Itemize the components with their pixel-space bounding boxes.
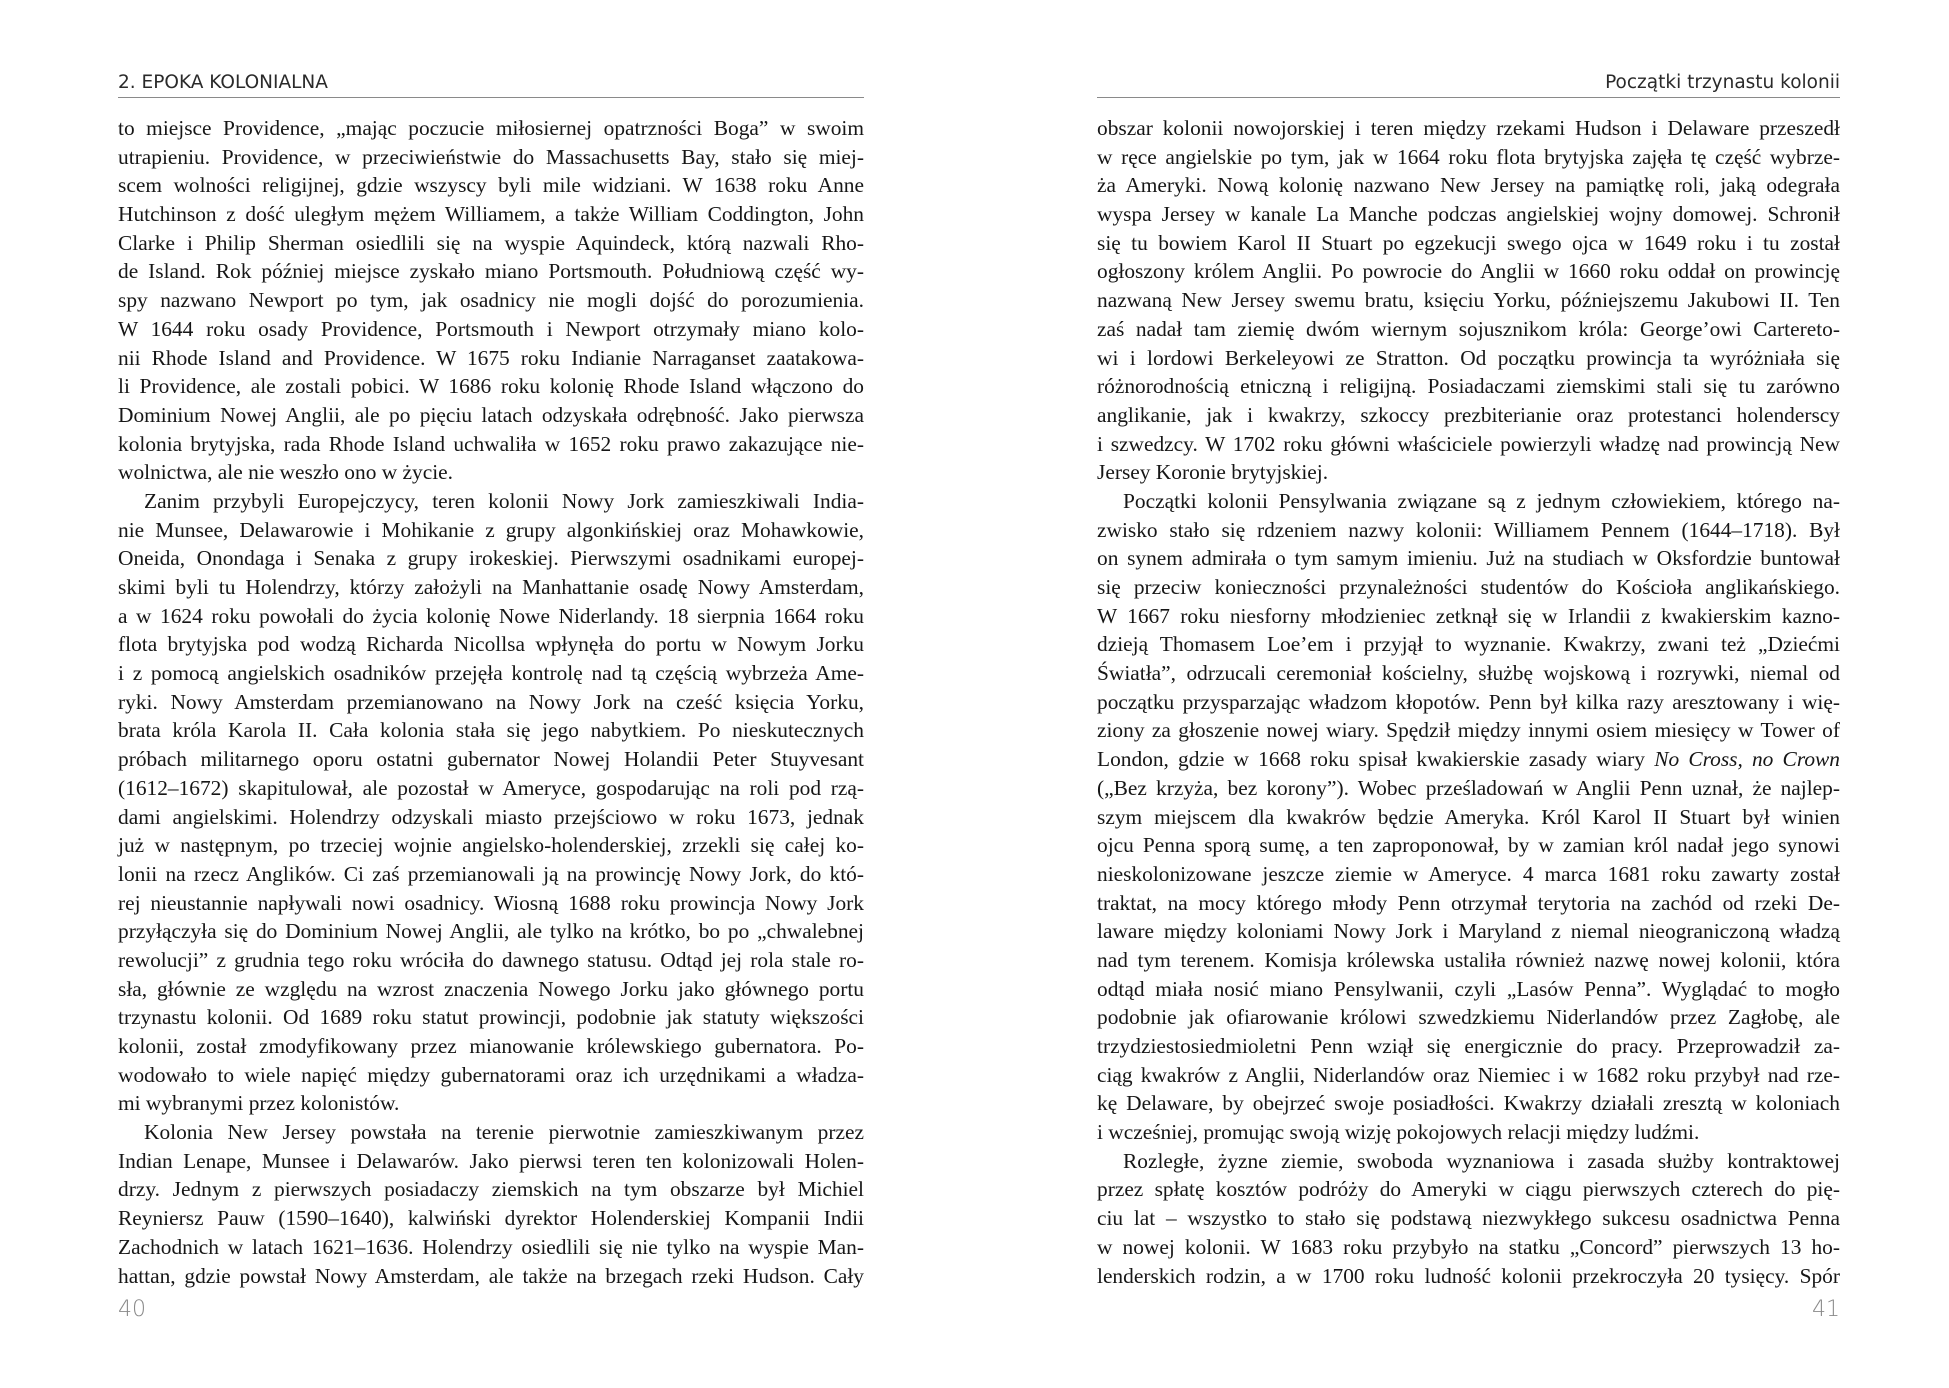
text-line: Indian Lenape, Munsee i Delawarów. Jako pierwsi teren ten kolonizowali Holen-	[118, 1148, 864, 1173]
text-line: („Bez krzyża, bez korony”). Wobec prześladowań w Anglii Penn uznał, że najlep-	[1097, 775, 1840, 800]
text-line: dami angielskimi. Holendrzy odzyskali miasto przejściowo w roku 1673, jednak	[118, 804, 864, 829]
text-line: brata króla Karola II. Cała kolonia stała się jego nabytkiem. Po nieskutecznych	[118, 718, 864, 743]
text-line: nie Munsee, Delawarowie i Mohikanie z grupy algonkińskiej oraz Mohawkowie,	[118, 517, 864, 542]
text-line: traktat, na mocy którego młody Penn otrzymał terytoria na zachód od rzeki De-	[1097, 890, 1840, 915]
text-line: utrapieniu. Providence, w przeciwieństwie do Massachusetts Bay, stało się miej-	[118, 144, 864, 169]
left-page-body	[118, 114, 864, 1290]
text-line: nii Rhode Island and Providence. W 1675 roku Indianie Narraganset zaatakowa-	[118, 345, 864, 370]
text-line: wolnictwa, ale nie weszło ono w życie.	[118, 460, 454, 485]
text-line: Hutchinson z dość uległym mężem Williamem, a także William Coddington, John	[118, 202, 864, 227]
text-line: sła, głównie ze względu na wzrost znaczenia Nowego Jorku jako głównego portu	[118, 976, 864, 1001]
text-line: się tu bowiem Karol II Stuart po egzekucji swego ojca w 1649 roku i tu został	[1097, 230, 1840, 255]
text-line: lonii na rzecz Anglików. Ci zaś przemianowali ją na prowincję Nowy Jork, do któ-	[118, 861, 864, 886]
text-line: Reyniersz Pauw (1590–1640), kalwiński dyrektor Holenderskiej Kompanii Indii	[118, 1206, 864, 1231]
text-line: Dominium Nowej Anglii, ale po pięciu latach odzyskała odrębność. Jako pierwsza	[118, 402, 864, 427]
text-line: nieskolonizowane jeszcze ziemie w Ameryce. 4 marca 1681 roku zawarty został	[1097, 861, 1840, 886]
text-line: i z pomocą angielskich osadników przejęła kontrolę nad tą częścią wybrzeża Ame-	[118, 661, 864, 686]
text-line: Zachodnich w latach 1621–1636. Holendrzy osiedlili się nie tylko na wyspie Man-	[118, 1234, 864, 1259]
text-line: ojcu Penna sporą sumę, a ten zaproponował, by w zamian król nadał jego synowi	[1097, 833, 1840, 858]
text-line: rej nieustannie napływali nowi osadnicy. Wiosną 1688 roku prowincja Nowy Jork	[118, 890, 864, 915]
left-page	[118, 0, 864, 1388]
text-line: już w następnym, po trzeciej wojnie angielsko-holenderskiej, zrzekli się całej ko-	[118, 833, 864, 858]
running-head-section: Początki trzynastu kolonii	[1097, 70, 1840, 98]
text-line: ciu lat – wszystko to stało się podstawą niezwykłego sukcesu osadnictwa Penna	[1097, 1206, 1840, 1231]
text-line: kolonia brytyjska, rada Rhode Island uchwaliła w 1652 roku prawo zakazujące nie-	[118, 431, 864, 456]
text-line: kę Delaware, by obejrzeć swoje posiadłości. Kwakrzy działali zresztą w koloniach	[1097, 1091, 1840, 1116]
text-line: w nowej kolonii. W 1683 roku przybyło na statku „Concord” pierwszych 13 ho-	[1097, 1234, 1840, 1259]
text-line: różnorodnością etniczną i religijną. Posiadaczami ziemskimi stali się tu zarówno	[1097, 374, 1840, 399]
text-line: wyspa Jersey w kanale La Manche podczas angielskiej wojny domowej. Schronił	[1097, 202, 1840, 227]
text-line: Clarke i Philip Sherman osiedlili się na wyspie Aquindeck, którą nazwali Rho-	[118, 230, 864, 255]
right-page-body	[1097, 114, 1840, 1290]
paragraph-start-line: Początki kolonii Pensylwania związane są z jednym człowiekiem, którego na-	[1123, 488, 1840, 513]
text-line: obszar kolonii nowojorskiej i teren między rzekami Hudson i Delaware przeszedł	[1097, 116, 1840, 140]
text-line: flota brytyjska pod wodzą Richarda Nicollsa wpłynęła do portu w Nowym Jorku	[118, 632, 864, 657]
text-line: szym miejscem dla kwakrów będzie Ameryka. Król Karol II Stuart był winien	[1097, 804, 1840, 829]
text-line: W 1667 roku niesforny młodzieniec zetknął się w Irlandii z kwakierskim kazno-	[1097, 603, 1840, 628]
paragraph-start-line: Zanim przybyli Europejczycy, teren kolonii Nowy Jork zamieszkiwali India-	[144, 488, 864, 513]
text-line: podobnie jak ofiarowanie królowi szwedzkiemu Niderlandów przez Zagłobę, ale	[1097, 1005, 1840, 1030]
text-line: trzynastu kolonii. Od 1689 roku statut prowincji, podobnie jak statuty większości	[118, 1005, 864, 1030]
text-line: li Providence, ale zostali pobici. W 1686 roku kolonię Rhode Island włączono do	[118, 374, 864, 399]
text-line: i wcześniej, promując swoją wizję pokojowych relacji między ludźmi.	[1097, 1120, 1700, 1145]
text-line: się przeciw konieczności przynależności studentów do Kościoła anglikańskiego.	[1097, 575, 1840, 599]
text-line: London, gdzie w 1668 roku spisał kwakierskie zasady wiary No Cross, no Crown	[1097, 747, 1841, 772]
running-head-chapter: 2. EPOKA KOLONIALNA	[118, 70, 864, 98]
text-line: a w 1624 roku powołali do życia kolonię Nowe Niderlandy. 18 sierpnia 1664 roku	[118, 603, 864, 628]
text-line: początku przysparzając władzom kłopotów. Penn był kilka razy aresztowany i wię-	[1097, 689, 1840, 714]
text-line: skimi byli tu Holendrzy, którzy założyli na Manhattanie osadę Nowy Amsterdam,	[118, 575, 864, 599]
text-line: ziony za głoszenie nowej wiary. Spędził między innymi osiem miesięcy w Tower of	[1097, 718, 1840, 743]
right-page	[1097, 0, 1840, 1388]
text-line: laware między koloniami Nowy Jork i Maryland z niemal nieograniczoną władzą	[1097, 919, 1840, 944]
italic-title: No Cross, no Crown	[1654, 747, 1841, 772]
text-line: to miejsce Providence, „mając poczucie miłosiernej opatrzności Boga” w swoim	[118, 116, 864, 140]
text-line: rewolucji” z grudnia tego roku wróciła do dawnego statusu. Odtąd jej rola stale ro-	[118, 947, 864, 972]
text-line: de Island. Rok później miejsce zyskało miano Portsmouth. Południową część wy-	[118, 259, 864, 284]
text-line: przyłączyła się do Dominium Nowej Anglii, ale tylko na krótko, bo po „chwalebnej	[118, 919, 864, 944]
text-line: przez spłatę kosztów podróży do Ameryki w ciągu pierwszych czterech do pię-	[1097, 1177, 1840, 1202]
text-line: ciąg kwakrów z Anglii, Niderlandów oraz Niemiec i w 1682 roku przybył nad rze-	[1097, 1062, 1840, 1087]
text-line: i szwedzcy. W 1702 roku główni właściciele powierzyli władzę nad prowincją New	[1097, 431, 1840, 456]
text-line: ryki. Nowy Amsterdam przemianowano na Nowy Jork na cześć księcia Yorku,	[118, 689, 864, 714]
text-line: W 1644 roku osady Providence, Portsmouth i Newport otrzymały miano kolo-	[118, 316, 864, 341]
page-number: 40	[118, 1297, 146, 1322]
text-line: lenderskich rodzin, a w 1700 roku ludność kolonii przekroczyła 20 tysięcy. Spór	[1097, 1263, 1840, 1288]
page-number: 41	[1812, 1297, 1840, 1322]
text-line: Oneida, Onondaga i Senaka z grupy irokeskiej. Pierwszymi osadnikami europej-	[118, 546, 864, 571]
paragraph-start-line: Kolonia New Jersey powstała na terenie pierwotnie zamieszkiwanym przez	[144, 1120, 864, 1145]
text-line: dzieją Thomasem Loe’em i przyjął to wyznanie. Kwakrzy, zwani też „Dziećmi	[1097, 632, 1840, 657]
paragraph-start-line: Rozległe, żyzne ziemie, swoboda wyznaniowa i zasada służby kontraktowej	[1123, 1148, 1840, 1173]
text-line: zwisko stało się rdzeniem nazwy kolonii: Williamem Pennem (1644–1718). Był	[1097, 517, 1840, 542]
text-line: wi i lordowi Berkeleyowi ze Stratton. Od początku prowincja ta wyróżniała się	[1097, 345, 1840, 370]
text-line: odtąd miała nosić miano Pensylwanii, czyli „Lasów Penna”. Wyglądać to mogło	[1097, 976, 1840, 1001]
text-line: próbach militarnego oporu ostatni gubernator Nowej Holandii Peter Stuyvesant	[118, 747, 864, 772]
text-line: Jersey Koronie brytyjskiej.	[1097, 460, 1329, 485]
text-line: drzy. Jednym z pierwszych posiadaczy ziemskich na tym obszarze był Michiel	[118, 1177, 864, 1202]
text-line: ża Ameryki. Nową kolonię nazwano New Jersey na pamiątkę roli, jaką odegrała	[1097, 173, 1840, 198]
text-line: w ręce angielskie po tym, jak w 1664 roku flota brytyjska zajęła tę część wybrze-	[1097, 144, 1840, 169]
text-line: Światła”, odrzucali ceremoniał kościelny, służbę wojskową i rozrywki, niemal od	[1097, 661, 1840, 686]
text-line: (1612–1672) skapitulował, ale pozostał w Ameryce, gospodarując na roli pod rzą-	[118, 775, 864, 800]
text-line: wodowało to wiele napięć między gubernatorami oraz ich urzędnikami a władza-	[118, 1062, 864, 1087]
text-line: anglikanie, jak i kwakrzy, szkoccy prezbiterianie oraz protestanci holenderscy	[1097, 402, 1840, 427]
text-line: zaś nadał tam ziemię dwóm wiernym sojusznikom króla: George’owi Cartereto-	[1097, 316, 1840, 341]
text-line: kolonii, został zmodyfikowany przez mianowanie królewskiego gubernatora. Po-	[118, 1034, 864, 1058]
text-line: hattan, gdzie powstał Nowy Amsterdam, ale także na brzegach rzeki Hudson. Cały	[118, 1263, 864, 1288]
text-line: on synem admirała o tym samym imieniu. Już na studiach w Oksfordzie buntował	[1097, 546, 1840, 571]
text-line: scem wolności religijnej, gdzie wszyscy byli mile widziani. W 1638 roku Anne	[118, 173, 864, 198]
text-line: nazwaną New Jersey swemu bratu, księciu Yorku, późniejszemu Jakubowi II. Ten	[1097, 288, 1840, 313]
text-line: mi wybranymi przez kolonistów.	[118, 1091, 400, 1116]
text-line: spy nazwano Newport po tym, jak osadnicy nie mogli dojść do porozumienia.	[118, 288, 864, 313]
text-line: nad tym terenem. Komisja królewska ustaliła również nazwę nowej kolonii, która	[1097, 947, 1840, 972]
text-line: ogłoszony królem Anglii. Po powrocie do Anglii w 1660 roku oddał on prowincję	[1097, 259, 1840, 284]
text-line: trzydziestosiedmioletni Penn wziął się energicznie do pracy. Przeprowadził za-	[1097, 1034, 1840, 1058]
